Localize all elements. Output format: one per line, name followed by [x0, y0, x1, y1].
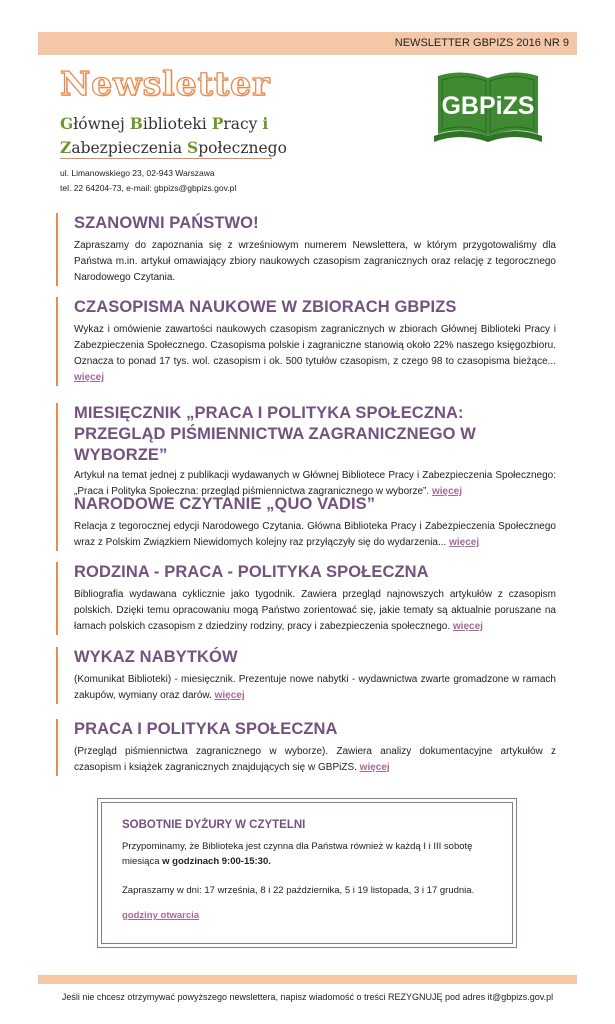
initial: B [129, 114, 143, 133]
word-rest: łównej [73, 115, 130, 133]
box-hours: w godzinach 9:00-15:30. [162, 856, 271, 867]
library-name [60, 112, 287, 160]
section-title: WYKAZ NABYTKÓW [74, 648, 238, 666]
section-work-policy [56, 719, 556, 776]
saturday-hours-box [97, 798, 517, 948]
opening-hours-link[interactable]: godziny otwarcia [122, 910, 200, 921]
issue-bar [38, 32, 577, 55]
word-rest: połecznego [198, 139, 287, 157]
box-dates: Zapraszamy w dni: 17 września, 8 i 22 października, 5 i 19 listopada, 3 i 17 grudnia. [122, 885, 475, 896]
section-title: RODZINA - PRACA - POLITYKA SPOŁECZNA [74, 563, 429, 581]
more-link[interactable]: więcej [431, 486, 462, 497]
section-title: PRACA I POLITYKA SPOŁECZNA [74, 720, 338, 738]
box-text-main: Przypominamy, że Biblioteka jest czynna dla Państwa również w każdą I i III sobotę miesiąca [122, 841, 473, 867]
box-title: SOBOTNIE DYŻURY W CZYTELNI [122, 819, 306, 831]
section-text [74, 587, 556, 635]
section-body: Artykuł na temat jednej z publikacji wydawanych w Głównej Bibliotece Pracy i Zabezpieczenia Społecznego: „Praca i Polityka Społeczna: przegląd piśmiennictwa zagranicznego w wyborze”. [74, 470, 556, 497]
title-divider [60, 158, 272, 159]
section-welcome [56, 213, 556, 286]
section-body: Zapraszamy do zapoznania się z wrześniowym numerem Newslettera, w którym przygotowaliśmy dla Państwa m.in. artykuł omawiający zbiory naukowych czasopism zagranicznych oraz relację z tegorocznego Narodowego Czytania. [74, 240, 556, 283]
section-body: Bibliografia wydawana cyklicznie jako tygodnik. Zawiera przegląd najnowszych artykułów z czasopism polskich. Dzięki temu opracowaniu mogą Państwo zorientować się, jakie tematy są aktualnie poruszane na łamach polskich czasopism z dziedziny rodziny, pracy i zabezpieczenia społecznego. [74, 589, 556, 632]
word-rest: iblioteki [142, 115, 212, 133]
bottom-bar [38, 975, 577, 984]
newsletter-title: Newsletter [60, 64, 271, 103]
section-title: MIESIĘCZNIK „PRACA I POLITYKA SPOŁECZNA: PRZEGLĄD PIŚMIENNICTWA ZAGRANICZNEGO W WYBORZE” [74, 404, 476, 464]
logo-text: GBPiZS [441, 92, 535, 120]
more-link[interactable]: więcej [452, 621, 483, 632]
section-journals [56, 297, 556, 386]
library-name-line1 [60, 112, 287, 136]
section-title: SZANOWNI PAŃSTWO! [74, 214, 259, 232]
initial: P [211, 114, 224, 133]
section-family-work [56, 562, 556, 635]
saturday-hours-inner [101, 802, 513, 944]
section-body: (Komunikat Biblioteki) - miesięcznik. Prezentuje nowe nabytki - wydawnictwa zwarte gromadzone w ramach zakupów, wymiany oraz darów. [74, 674, 556, 701]
section-acquisitions [56, 647, 556, 704]
section-text [74, 744, 556, 776]
gbpizs-logo [428, 66, 548, 150]
section-national-reading [56, 494, 556, 551]
more-link[interactable]: więcej [74, 372, 105, 383]
unsubscribe-note: Jeśli nie chcesz otrzymywać powyższego newslettera, napisz wiadomość o treści REZYGNUJĘ pod adres it@gbpizs.gov.pl [61, 992, 554, 1002]
contact-address [60, 166, 236, 196]
more-link[interactable]: więcej [449, 537, 480, 548]
section-text [74, 238, 556, 286]
section-text [74, 672, 556, 704]
initial: S [187, 138, 199, 157]
section-title: CZASOPISMA NAUKOWE W ZBIORACH GBPIZS [74, 298, 457, 316]
box-text [122, 839, 492, 869]
initial: Z [60, 138, 72, 157]
initial: G [60, 114, 74, 133]
address-line: ul. Limanowskiego 23, 02-943 Warszawa [60, 168, 215, 178]
word-rest: racy [223, 115, 263, 133]
phone-email-line: tel. 22 64204-73, e-mail: gbpizs@gbpizs.gov.pl [60, 183, 237, 193]
library-name-line2 [60, 136, 287, 160]
initial: i [262, 114, 269, 133]
more-link[interactable]: więcej [359, 762, 390, 773]
section-body: Relacja z tegorocznej edycji Narodowego Czytania. Główna Biblioteka Pracy i Zabezpieczenia Społecznego wraz z Polskim Związkiem Niewidomych kolejny raz przyłączyły się do wydarzenia... [74, 521, 556, 548]
section-text [74, 519, 556, 551]
issue-label: NEWSLETTER GBPIZS 2016 NR 9 [394, 37, 569, 49]
section-text [74, 322, 556, 386]
section-title: NARODOWE CZYTANIE „QUO VADIS” [74, 495, 376, 513]
section-body: (Przegląd piśmiennictwa zagranicznego w wyborze). Zawiera analizy dokumentacyjne artykułów z czasopism i książek zagranicznych znajdujących się w GBPiZS. [74, 746, 556, 773]
section-monthly [56, 403, 556, 500]
word-rest: abezpieczenia [71, 139, 188, 157]
more-link[interactable]: więcej [214, 690, 245, 701]
section-body: Wykaz i omówienie zawartości naukowych czasopism zagranicznych w zbiorach Głównej Biblioteki Pracy i Zabezpieczenia Społecznego. Czasopisma polskie i zagraniczne stanowią około 22% naszego księgozbioru. Oznacza to ponad 17 tys. wol. czasopism i ok. 500 tytułów czasopism, z czego 98 to czasopisma bieżące... [74, 324, 556, 367]
